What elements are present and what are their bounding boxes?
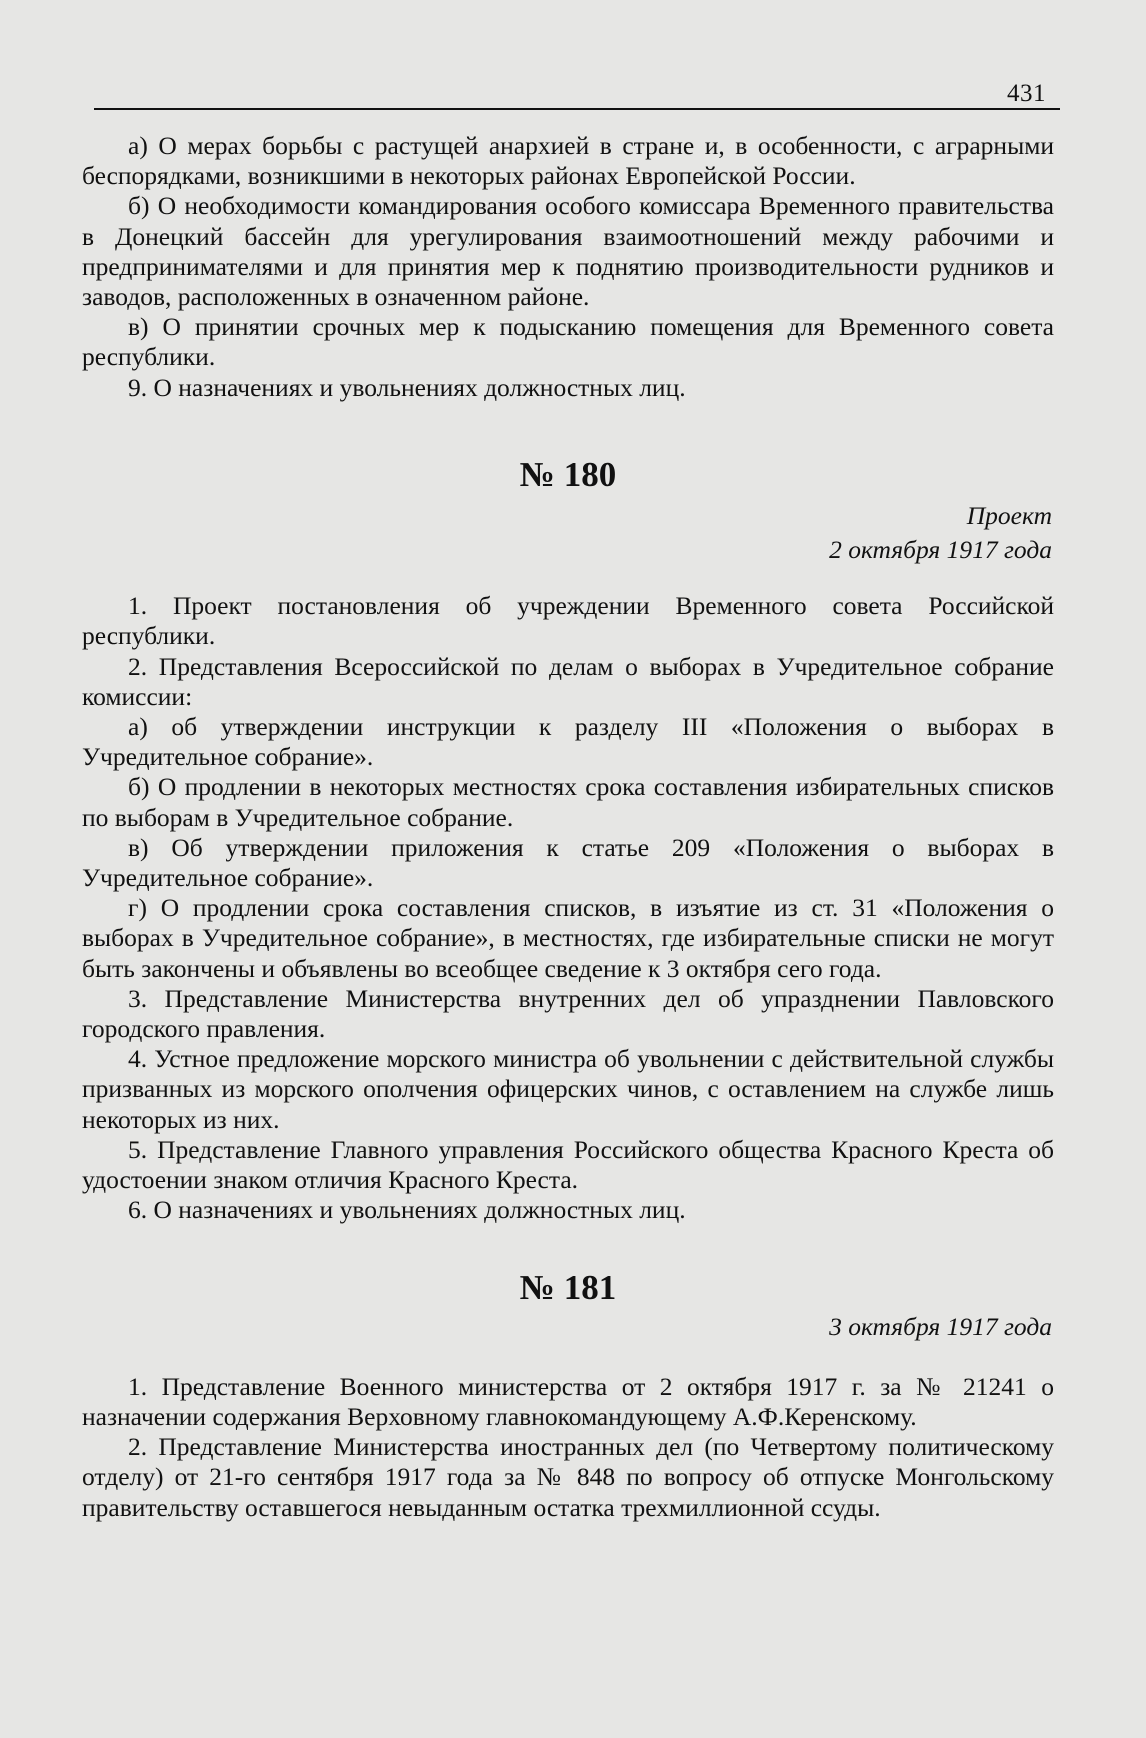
intro-item: а) О мерах борьбы с растущей анархией в стране и, в особенности, с аграрными беспорядками, возникшими в некоторых районах Европейской России. [82, 131, 1054, 191]
header-rule [94, 108, 1060, 110]
agenda-item: 4. Устное предложение морского министра об увольнении с действительной службы призванных из морского ополчения офицерских чинов, с оставлением на службе лишь некоторых из них. [82, 1044, 1054, 1134]
document-number-heading: № 180 [519, 454, 617, 494]
agenda-item: г) О продлении срока составления списков, в изъятие из ст. 31 «Положения о выборах в Учредительное собрание», в местностях, где избирательные списки не могут быть закончены и объявлены во всеобщее сведение к 3 октября сего года. [82, 893, 1054, 983]
intro-item: б) О необходимости командирования особого комиссара Временного правительства в Донецкий бассейн для урегулирования взаимоотношений между рабочими и предпринимателями и для принятия мер к поднятию производительности рудников и заводов, расположенных в означенном районе. [82, 191, 1054, 312]
intro-section [82, 131, 1054, 403]
document-number-heading: № 181 [519, 1267, 617, 1307]
document-180 [82, 455, 1054, 1226]
agenda-item: в) Об утверждении приложения к статье 209 «Положения о выборах в Учредительное собрание». [82, 832, 1054, 893]
agenda-item: 1. Проект постановления об учреждении Временного совета Российской республики. [82, 591, 1054, 651]
agenda-item: 3. Представление Министерства внутренних дел об упразднении Павловского городского правления. [82, 983, 1054, 1044]
intro-item: 9. О назначениях и увольнениях должностных лиц. [128, 372, 686, 402]
agenda-list [82, 591, 1054, 1225]
page-number: 431 [1007, 80, 1046, 107]
agenda-item: 2. Представления Всероссийской по делам о выборах в Учредительное собрание комиссии: [82, 651, 1054, 711]
document-kind: Проект [966, 500, 1052, 530]
page-content [82, 131, 1054, 1523]
agenda-item: а) об утверждении инструкции к разделу III «Положения о выборах в Учредительное собрание». [82, 712, 1054, 772]
document-date: 3 октября 1917 года [829, 1311, 1052, 1341]
agenda-item: 1. Представление Военного министерства от 2 октября 1917 г. за № 21241 о назначении содержания Верховному главнокомандующему А.Ф.Керенскому. [82, 1371, 1054, 1431]
agenda-item: 5. Представление Главного управления Российского общества Красного Креста об удостоении знаком отличия Красного Креста. [82, 1134, 1054, 1195]
agenda-item: 6. О назначениях и увольнениях должностных лиц. [128, 1195, 686, 1225]
agenda-item: б) О продлении в некоторых местностях срока составления избирательных списков по выборам в Учредительное собрание. [82, 772, 1054, 832]
document-date: 2 октября 1917 года [829, 535, 1052, 565]
agenda-list [82, 1372, 1054, 1523]
document-181 [82, 1268, 1054, 1523]
intro-item: в) О принятии срочных мер к подысканию помещения для Временного совета республики. [82, 312, 1054, 372]
agenda-item: 2. Представление Министерства иностранных дел (по Четвертому политическому отделу) от 21-го сентября 1917 года за № 848 по вопросу об отпуске Монгольскому правительству оставшегося невыданным остатка трехмиллионной ссуды. [82, 1432, 1054, 1522]
